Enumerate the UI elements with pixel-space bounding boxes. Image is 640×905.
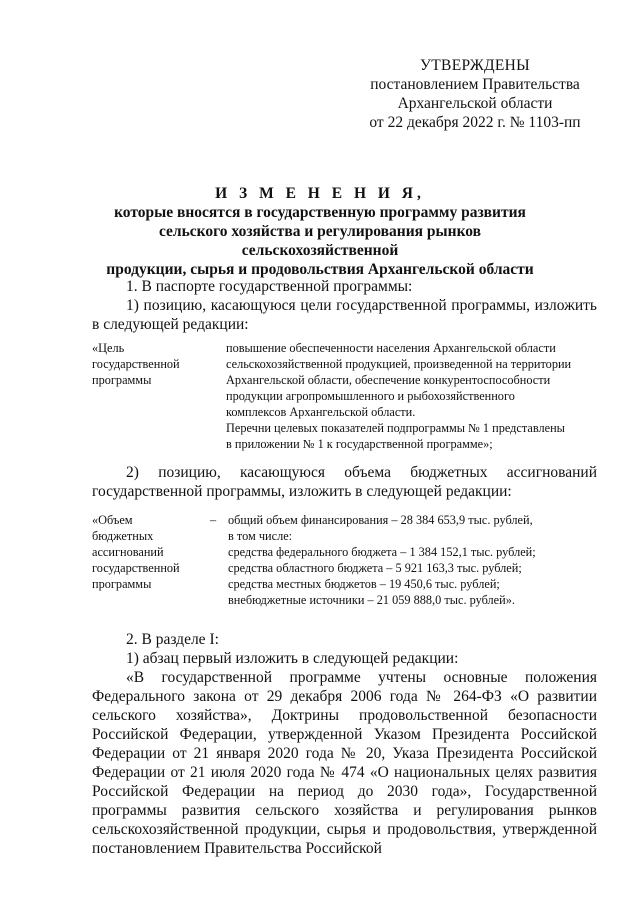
section1-title: 1. В паспорте государственной программы: bbox=[126, 278, 413, 295]
budget-label-line: бюджетных bbox=[92, 529, 154, 543]
goal-value-line: продукции агропромышленного и рыбохозяйственного bbox=[226, 389, 515, 403]
goal-value-line: Перечни целевых показателей подпрограммы № 1 представлены bbox=[226, 421, 565, 435]
budget-value-line: внебюджетные источники – 21 059 888,0 тыс. рублей». bbox=[228, 593, 515, 607]
approval-line: от 22 декабря 2022 г. № 1103-пп bbox=[369, 114, 581, 131]
budget-value bbox=[228, 512, 600, 608]
budget-dash: – bbox=[210, 513, 217, 527]
budget-table bbox=[92, 512, 602, 612]
budget-value-line: средства областного бюджета – 5 921 163,3 тыс. рублей; bbox=[228, 561, 522, 575]
heading-main: И З М Е Н Е Н И Я, bbox=[215, 185, 425, 202]
goal-value-line: повышение обеспеченности населения Архангельской области bbox=[226, 341, 556, 355]
heading-line: сельского хозяйства и регулирования рынков сельскохозяйственной bbox=[158, 223, 482, 259]
goal-label-line: государственной bbox=[92, 357, 180, 371]
approval-stamp bbox=[360, 56, 590, 132]
heading-line: которые вносятся в государственную программу развития bbox=[114, 204, 526, 221]
goal-value bbox=[226, 340, 601, 452]
section2-body: «В государственной программе учтены основные положения Федерального закона от 29 декабря 2006 года № 264-ФЗ «О развитии сельского хозяйства», Доктрины продовольственной безопасности Российской Федерации, утвержденной Указом Президента Российской Федерации от 21 января 2020 года № 20, Указа Президента Российской Федерации от 21 июля 2020 года № 474 «О национальных целях развития Российской Федерации на период до 2030 года», Государственной программы развития сельского хозяйства и регулирования рынков сельскохозяйственной продукции, сырья и продовольствия, утвержденной постановлением Правительства Российской bbox=[92, 669, 597, 857]
goal-value-line: Архангельской области, обеспечение конкурентоспособности bbox=[226, 373, 551, 387]
approval-line: Архангельской области bbox=[397, 95, 553, 112]
goal-label-line: программы bbox=[92, 373, 152, 387]
document-heading bbox=[80, 184, 560, 279]
approval-title: УТВЕРЖДЕНЫ bbox=[420, 57, 530, 74]
section1-item2: 2) позицию, касающуюся объема бюджетных ассигнований государственной программы, изложить в следующей редакции: bbox=[92, 464, 597, 500]
goal-value-line: сельскохозяйственной продукцией, произведенной на территории bbox=[226, 357, 572, 371]
goal-label-line: «Цель bbox=[92, 341, 125, 355]
heading-line: продукции, сырья и продовольствия Архангельской области bbox=[106, 261, 534, 278]
budget-label bbox=[92, 512, 202, 592]
goal-table bbox=[92, 340, 602, 460]
approval-line: постановлением Правительства bbox=[370, 76, 580, 93]
section1-item1: 1) позицию, касающуюся цели государственной программы, изложить в следующей редакции: bbox=[92, 297, 597, 333]
section2-title: 2. В разделе I: bbox=[126, 631, 219, 648]
goal-value-line: комплексов Архангельской области. bbox=[226, 405, 416, 419]
goal-value-line: в приложении № 1 к государственной программе»; bbox=[226, 437, 493, 451]
budget-value-line: в том числе: bbox=[228, 529, 293, 543]
budget-value-line: общий объем финансирования – 28 384 653,9 тыс. рублей, bbox=[228, 513, 533, 527]
budget-value-line: средства федерального бюджета – 1 384 152,1 тыс. рублей; bbox=[228, 545, 536, 559]
budget-label-line: государственной bbox=[92, 561, 180, 575]
budget-label-line: ассигнований bbox=[92, 545, 164, 559]
goal-label bbox=[92, 340, 202, 388]
section2-item1: 1) абзац первый изложить в следующей редакции: bbox=[126, 650, 459, 667]
budget-label-line: программы bbox=[92, 577, 152, 591]
budget-label-line: «Объем bbox=[92, 513, 133, 527]
budget-value-line: средства местных бюджетов – 19 450,6 тыс. рублей; bbox=[228, 577, 500, 591]
